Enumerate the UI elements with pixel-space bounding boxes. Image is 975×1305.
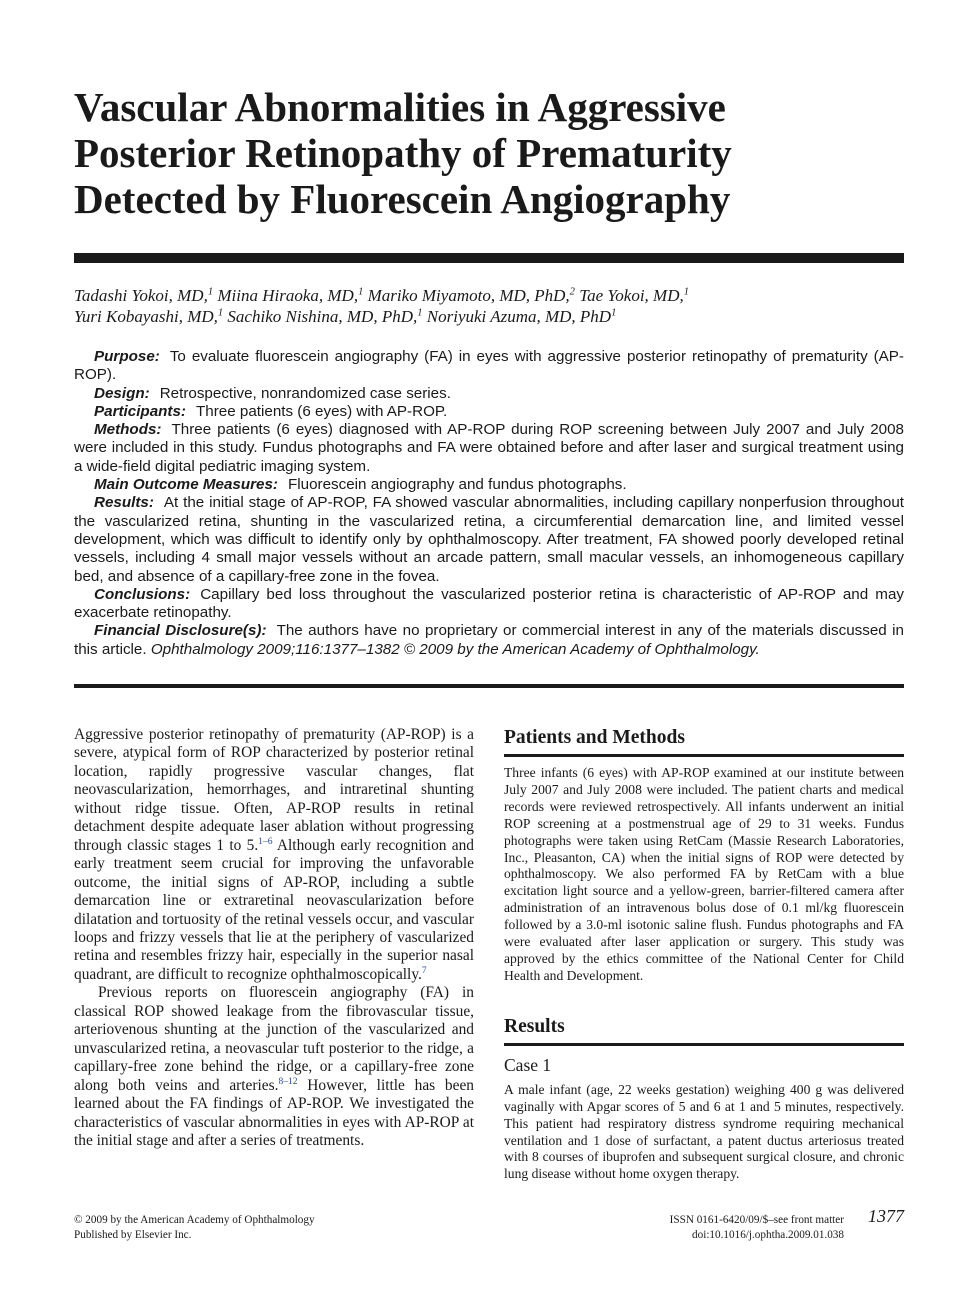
publisher-text: Published by Elsevier Inc.: [74, 1229, 192, 1241]
abstract-label: Main Outcome Measures:: [94, 476, 278, 494]
case-paragraph: A male infant (age, 22 weeks gestation) weighing 400 g was delivered vaginally with Apgar scores of 5 and 6 at 1 and 5 minutes, respectively. This patient had respiratory distress syndrome requiring mechanical ventilation and 1 dose of surfactant, a patent ductus arteriosus treated with 8 courses of ibuprofen and subsequent surgical closure, and chronic lung disease without home oxygen therapy.: [504, 1081, 904, 1182]
case-heading: Case 1: [504, 1054, 552, 1075]
title-line-3: Detected by Fluorescein Angiography: [74, 176, 731, 222]
abstract-label: Financial Disclosure(s):: [94, 622, 267, 640]
abstract-text: Retrospective, nonrandomized case series.: [159, 384, 451, 402]
abstract-text: To evaluate fluorescein angiography (FA) in eyes with aggressive posterior retinopathy of prematurity (AP-ROP).: [74, 348, 904, 384]
results-heading: Results: [504, 1015, 565, 1037]
abstract-participants: [74, 403, 904, 421]
abstract-text: Capillary bed loss throughout the vascularized posterior retina is characteristic of AP-ROP and may exacerbate retinopathy.: [74, 585, 904, 622]
reference-link[interactable]: 7: [421, 964, 427, 976]
abstract-disclosure: [74, 622, 904, 659]
abstract-label: Participants:: [94, 402, 186, 420]
abstract-results: [74, 494, 904, 585]
author-name: Yuri Kobayashi, MD,: [74, 307, 218, 326]
reference-link[interactable]: 1–6: [258, 835, 273, 847]
reference-link[interactable]: 8–12: [278, 1075, 298, 1087]
author-line-2: [74, 306, 904, 327]
affiliation-mark: 1: [207, 286, 214, 298]
doi-text: doi:10.1016/j.ophtha.2009.01.038: [692, 1229, 844, 1241]
abstract-divider: [74, 684, 904, 688]
abstract-conclusions: [74, 586, 904, 623]
introduction-column: [74, 726, 474, 1150]
abstract-purpose: [74, 348, 904, 385]
author-name: Sachiko Nishina, MD, PhD,: [227, 307, 418, 326]
author-name: Tadashi Yokoi, MD,: [74, 286, 208, 305]
abstract-label: Results:: [94, 494, 154, 512]
affiliation-mark: 1: [358, 286, 364, 298]
abstract-text: Fluorescein angiography and fundus photographs.: [288, 476, 627, 494]
author-name: Miina Hiraoka, MD,: [217, 286, 359, 305]
author-name: Tae Yokoi, MD,: [579, 286, 684, 305]
intro-paragraph-2: [74, 984, 474, 1150]
methods-results-column: [504, 726, 904, 1183]
intro-text: Aggressive posterior retinopathy of prematurity (AP-ROP) is a severe, atypical form of ROP characterized by posterior retinal location, rapidly progressive vascular changes, flat neovascularization, hemorrhages, and intraretinal shunting without ridge tissue. Often, AP-ROP results in retinal detachment despite adequate laser ablation without progressing through classic stages 1 to 5.: [74, 726, 474, 854]
abstract-label: Conclusions:: [94, 585, 191, 603]
abstract-text: Three patients (6 eyes) diagnosed with AP-ROP during ROP screening between July 2007 and July 2008 were included in this study. Fundus photographs and FA were obtained before and after laser and surgical treatment using a wide-field digital pediatric imaging system.: [74, 421, 904, 475]
section-rule: [504, 1043, 904, 1046]
abstract-text: The authors have no proprietary or commercial interest in any of the materials discussed in this article.: [74, 622, 905, 658]
title-line-1: Vascular Abnormalities in Aggressive: [74, 84, 726, 130]
intro-text: Previous reports on fluorescein angiography (FA) in classical ROP showed leakage from the fibrovascular tissue, arteriovenous shunting at the junction of the vascularized and unvascularized retina, a neovascular tuft posterior to the ridge, a capillary-free zone behind the ridge, or a capillary-free zone along both veins and arteries.: [74, 984, 474, 1094]
copyright-text: © 2009 by the American Academy of Ophthalmology: [74, 1214, 315, 1226]
footer-copyright: [74, 1213, 315, 1243]
abstract-design: [74, 385, 904, 403]
affiliation-mark: 2: [569, 286, 575, 298]
section-rule: [504, 754, 904, 757]
abstract-text: Three patients (6 eyes) with AP-ROP.: [196, 402, 448, 420]
journal-citation: Ophthalmology 2009;116:1377–1382 © 2009 by the American Academy of Ophthalmology.: [150, 640, 760, 658]
intro-paragraph-1: [74, 726, 474, 984]
methods-paragraph: Three infants (6 eyes) with AP-ROP examined at our institute between July 2007 and July 2008 were included. The patient charts and medical records were reviewed retrospectively. All infants underwent an initial ROP screening at a postmenstrual age of 29 to 31 weeks. Fundus photographs were taken using RetCam (Massie Research Laboratories, Inc., Pleasanton, CA) when the initial signs of ROP were detected by ophthalmoscopy. We also performed FA by RetCam with a blue excitation light source and a yellow-green, barrier-filtered camera after administration of an intravenous bolus dose of 0.1 ml/kg fluorescein followed by a 3.0-ml isotonic saline flush. Fundus photographs and FA were evaluated after laser application or surgery. This study was approved by the ethics committee of the National Center for Child Health and Development.: [504, 765, 904, 983]
page-number: 1377: [868, 1206, 904, 1226]
abstract-label: Methods:: [94, 421, 162, 439]
affiliation-mark: 1: [683, 286, 689, 298]
methods-heading: Patients and Methods: [504, 727, 685, 748]
title-divider: [74, 253, 904, 263]
author-line-1: [74, 285, 904, 306]
abstract-outcome: [74, 476, 904, 494]
abstract-methods: [74, 421, 904, 476]
intro-text: Although early recognition and early treatment seem crucial for improving the unfavorable outcome, the initial signs of AP-ROP, including a subtle demarcation line or extraretinal neovascularization before dilatation and tortuosity of the retinal vessels occur, and vascular loops and frizzy vessels that lie at the periphery of vascularized retina and resembles frizzy hair, especially in the superior nasal quadrant, are difficult to recognize ophthalmoscopically.: [74, 836, 474, 983]
intro-text: However, little has been learned about the FA findings of AP-ROP. We investigated the characteristics of vascular abnormalities in eyes with AP-ROP at the initial stage and after a series of treatments.: [74, 1076, 474, 1149]
author-list: [74, 285, 904, 327]
affiliation-mark: 1: [217, 307, 224, 319]
affiliation-mark: 1: [417, 307, 423, 319]
article-title: [74, 84, 904, 222]
abstract-label: Purpose:: [94, 348, 160, 365]
abstract-label: Design:: [94, 384, 150, 402]
abstract-text: At the initial stage of AP-ROP, FA showed vascular abnormalities, including capillary nonperfusion throughout the vascularized retina, shunting in the vascularized retina, a circumferential demarcation line, and limited vessel development, which was difficult to identify only by ophthalmoscopy. After treatment, FA showed poorly developed retinal vessels, including 4 small major vessels without an arcade pattern, small macular vessels, an inhomogeneous capillary bed, and absence of a capillary-free zone in the fovea.: [74, 494, 904, 585]
footer-identifiers: [659, 1213, 844, 1243]
author-name: Mariko Miyamoto, MD, PhD,: [367, 286, 570, 305]
title-line-2: Posterior Retinopathy of Prematurity: [74, 130, 732, 176]
author-name: Noriyuki Azuma, MD, PhD: [426, 307, 612, 326]
issn-text: ISSN 0161-6420/09/$–see front matter: [669, 1214, 844, 1226]
affiliation-mark: 1: [611, 307, 617, 319]
abstract: [74, 348, 904, 659]
